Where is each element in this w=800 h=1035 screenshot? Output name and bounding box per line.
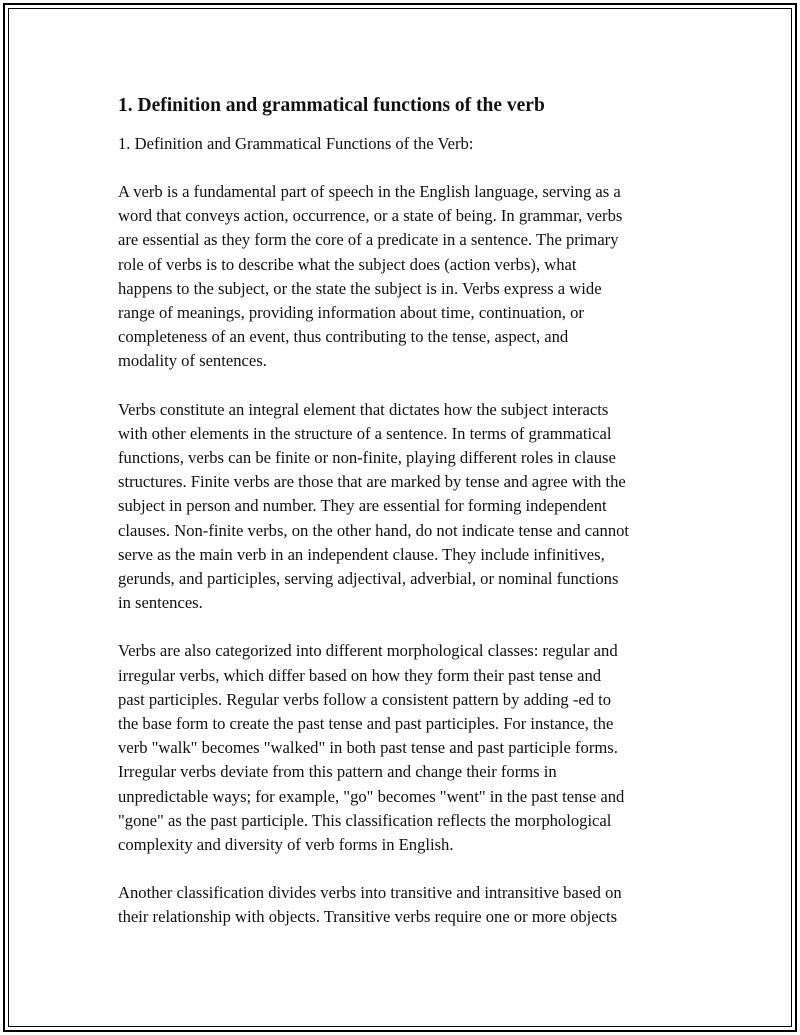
text-line: Verbs constitute an integral element that dictates how the subject interacts — [118, 399, 609, 419]
text-line: their relationship with objects. Transitive verbs require one or more objects — [118, 907, 618, 927]
text-line: complexity and diversity of verb forms in English. — [118, 835, 454, 855]
text-line: serve as the main verb in an independent clause. They include infinitives, — [118, 544, 605, 564]
text-line: irregular verbs, which differ based on how they form their past tense and — [118, 665, 602, 685]
section-heading: 1. Definition and grammatical functions of the verb — [118, 95, 545, 116]
text-line: A verb is a fundamental part of speech in the English language, serving as a — [118, 182, 621, 201]
text-line: completeness of an event, thus contributing to the tense, aspect, and — [118, 327, 569, 347]
text-line: happens to the subject, or the state the subject is in. Verbs express a wide — [118, 278, 602, 298]
text-line: modality of sentences. — [118, 351, 267, 371]
paragraph-finite-nonfinite — [118, 398, 698, 616]
text-line: verb "walk" becomes "walked" in both past tense and past participle forms. — [118, 738, 618, 758]
text-line: functions, verbs can be finite or non-finite, playing different roles in clause — [118, 448, 616, 468]
text-line: are essential as they form the core of a predicate in a sentence. The primary — [118, 230, 619, 250]
text-line: the base form to create the past tense and past participles. For instance, the — [118, 714, 614, 734]
paragraph-verb-definition — [118, 180, 698, 374]
text-line: role of verbs is to describe what the subject does (action verbs), what — [118, 254, 577, 274]
section-subheading: 1. Definition and Grammatical Functions of the Verb: — [118, 134, 474, 153]
text-line: Irregular verbs deviate from this pattern and change their forms in — [118, 762, 557, 782]
text-line: subject in person and number. They are essential for forming independent — [118, 496, 607, 516]
text-line: unpredictable ways; for example, "go" becomes "went" in the past tense and — [118, 786, 625, 806]
text-line: gerunds, and participles, serving adjectival, adverbial, or nominal functions — [118, 569, 619, 589]
text-line: Verbs are also categorized into different morphological classes: regular and — [118, 641, 618, 661]
document-body — [118, 92, 698, 954]
text-line: with other elements in the structure of a sentence. In terms of grammatical — [118, 423, 612, 443]
text-line: Another classification divides verbs into transitive and intransitive based on — [118, 883, 622, 903]
paragraph-regular-irregular — [118, 639, 698, 857]
text-line: word that conveys action, occurrence, or a state of being. In grammar, verbs — [118, 206, 623, 226]
text-line: in sentences. — [118, 593, 203, 613]
text-line: range of meanings, providing information about time, continuation, or — [118, 303, 584, 323]
text-line: structures. Finite verbs are those that are marked by tense and agree with the — [118, 472, 626, 492]
paragraph-transitive-intransitive — [118, 881, 698, 929]
text-line: clauses. Non-finite verbs, on the other hand, do not indicate tense and cannot — [118, 520, 630, 540]
text-line: "gone" as the past participle. This classification reflects the morphological — [118, 810, 612, 830]
text-line: past participles. Regular verbs follow a consistent pattern by adding -ed to — [118, 689, 612, 709]
